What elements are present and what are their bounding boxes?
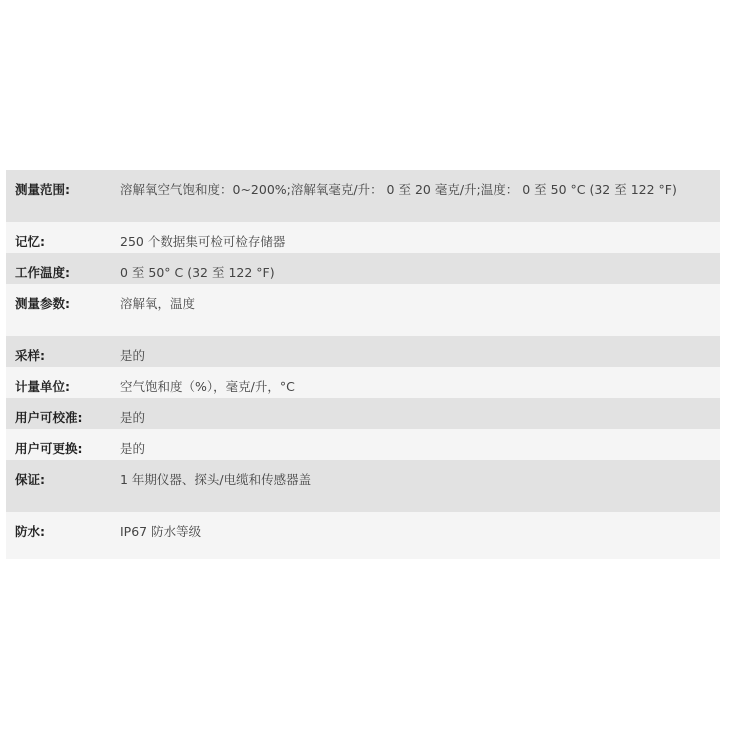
spec-row-user-calibratable: [6, 398, 720, 429]
spec-key: 测量参数:: [15, 296, 70, 311]
spec-value: 空气饱和度（%），毫克/升，°C: [120, 379, 295, 394]
spec-value: 溶解氧，温度: [120, 296, 196, 311]
spec-row-warranty: [6, 460, 720, 512]
spec-value: 1 年期仪器、探头/电缆和传感器盖: [120, 472, 312, 487]
spec-key: 记忆:: [15, 234, 45, 249]
spec-value: 250 个数据集可检可检存储器: [120, 234, 286, 249]
spec-row-measurement-parameters: [6, 284, 720, 336]
spec-value: 0 至 50° C (32 至 122 °F): [120, 265, 275, 280]
spec-value: 是的: [120, 441, 146, 456]
spec-value: 溶解氧空气饱和度：0~200%;溶解氧毫克/升： 0 至 20 毫克/升;温度： 0 至 50 °C (32 至 122 °F): [120, 182, 677, 197]
spec-value: 是的: [120, 348, 146, 363]
spec-key: 用户可更换:: [15, 441, 83, 456]
spec-key: 保证:: [15, 472, 45, 487]
spec-table: [6, 170, 720, 559]
spec-row-operating-temperature: [6, 253, 720, 284]
spec-row-user-replaceable: [6, 429, 720, 460]
spec-row-units: [6, 367, 720, 398]
spec-key: 计量单位:: [15, 379, 70, 394]
spec-key: 工作温度:: [15, 265, 70, 280]
spec-key: 防水:: [15, 524, 45, 539]
spec-key: 采样:: [15, 348, 45, 363]
spec-row-measurement-range: [6, 170, 720, 222]
spec-row-sampling: [6, 336, 720, 367]
spec-value: 是的: [120, 410, 146, 425]
spec-key: 用户可校准:: [15, 410, 83, 425]
spec-key: 测量范围:: [15, 182, 70, 197]
spec-value: IP67 防水等级: [120, 524, 202, 539]
spec-row-waterproof: [6, 512, 720, 559]
spec-row-memory: [6, 222, 720, 253]
